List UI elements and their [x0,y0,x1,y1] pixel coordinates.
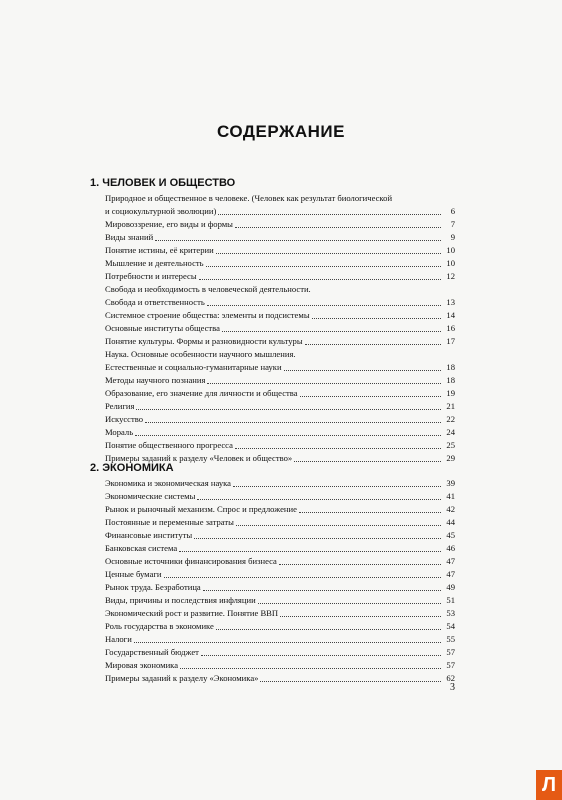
toc-entry-page: 9 [450,232,455,242]
toc-entry-title-line: Естественные и социально-гуманитарные науки [105,362,282,372]
toc-entry-title: Религия [105,401,135,411]
toc-entry[interactable] [105,594,455,607]
toc-entry-title: Рынок труда. Безработица [105,582,201,592]
toc-entry-title: Ценные бумаги [105,569,162,579]
dot-leader [235,448,441,449]
toc-entry-title: Основные источники финансирования бизнеса [105,556,277,566]
toc-entry-page: 49 [446,582,455,592]
toc-entry-title: Мышление и деятельность [105,258,204,268]
toc-entry[interactable] [105,620,455,633]
toc-entry-title: Примеры заданий к разделу «Экономика» [105,673,259,683]
toc-entry-title: Понятие истины, её критерии [105,245,214,255]
toc-entry-page: 21 [446,401,455,411]
toc-entry[interactable] [105,231,455,244]
toc-entry[interactable] [105,659,455,672]
toc-entry-page: 46 [446,543,455,553]
toc-entry-page: 12 [446,271,455,281]
toc-entry-page: 57 [446,660,455,670]
dot-leader [294,461,441,462]
toc-entry-page: 10 [446,258,455,268]
toc-entry-page: 47 [446,569,455,579]
toc-entry-title: Виды, причины и последствия инфляции [105,595,256,605]
toc-entry-page: 7 [450,219,455,229]
toc-entry[interactable] [105,503,455,516]
toc-entry-title: Искусство [105,414,144,424]
toc-entry-page: 57 [446,647,455,657]
dot-leader [218,214,441,215]
toc-entry-page: 13 [446,297,455,307]
dot-leader [201,655,441,656]
toc-entry[interactable] [105,555,455,568]
toc-entry[interactable] [105,672,455,685]
toc-entry-title: Мораль [105,427,134,437]
toc-entry[interactable] [105,516,455,529]
toc-entry-page: 44 [446,517,455,527]
toc-entry-page: 55 [446,634,455,644]
toc-entry[interactable] [105,490,455,503]
toc-entry[interactable] [105,413,455,426]
toc-entry-title: Мировоззрение, его виды и формы [105,219,233,229]
toc-entry[interactable] [105,283,455,309]
dot-leader [145,422,441,423]
toc-entry-title: Экономические системы [105,491,196,501]
toc-entry-title: Образование, его значение для личности и общества [105,388,298,398]
toc-entry-title: Рынок и рыночный механизм. Спрос и предложение [105,504,297,514]
dot-leader [179,551,441,552]
toc-entry-page: 10 [446,245,455,255]
toc-entry[interactable] [105,257,455,270]
toc-entry[interactable] [105,309,455,322]
toc-entry[interactable] [105,322,455,335]
toc-entry-title: Мировая экономика [105,660,179,670]
toc-entry-title: Финансовые институты [105,530,193,540]
toc-entry[interactable] [105,426,455,439]
dot-leader [222,331,441,332]
dot-leader [194,538,441,539]
dot-leader [199,279,441,280]
toc-entry-page: 42 [446,504,455,514]
toc-entry-page: 53 [446,608,455,618]
toc-entry[interactable] [105,477,455,490]
dot-leader [312,318,441,319]
toc-entry[interactable] [105,400,455,413]
toc-entry-page: 47 [446,556,455,566]
toc-entry-page: 54 [446,621,455,631]
toc-entry-page: 24 [446,427,455,437]
toc-entry-title: Понятие общественного прогресса [105,440,233,450]
dot-leader [216,629,441,630]
dot-leader [279,564,441,565]
toc-entry[interactable] [105,374,455,387]
toc-entry-title: Методы научного познания [105,375,206,385]
toc-entry-title: Государственный бюджет [105,647,199,657]
dot-leader [155,240,441,241]
toc-entry-page: 16 [446,323,455,333]
dot-leader [216,253,441,254]
toc-entry-page: 17 [446,336,455,346]
toc-entry[interactable] [105,646,455,659]
toc-entry-title: Банковская система [105,543,178,553]
dot-leader [180,668,441,669]
toc-entry-title: Понятие культуры. Формы и разновидности культуры [105,336,303,346]
toc-entry-title-line: Природное и общественное в человеке. (Человек как результат биологической [105,193,393,203]
toc-entry[interactable] [105,529,455,542]
dot-leader [203,590,441,591]
dot-leader [164,577,441,578]
toc-list-section-2 [105,477,455,685]
dot-leader [300,396,441,397]
section-heading-2: 2. ЭКОНОМИКА [90,462,174,474]
toc-entry-page: 51 [446,595,455,605]
toc-entry-title: Постоянные и переменные затраты [105,517,234,527]
toc-entry-title: Экономический рост и развитие. Понятие ВВП [105,608,279,618]
toc-entry-title-line: Наука. Основные особенности научного мышления. [105,349,296,359]
toc-entry-title-line: и социокультурной эволюции) [105,206,217,216]
dot-leader [280,616,441,617]
page-number: 3 [450,682,455,693]
toc-entry[interactable] [105,633,455,646]
toc-entry-page: 6 [450,206,455,216]
section-heading-1: 1. ЧЕЛОВЕК И ОБЩЕСТВО [90,177,236,189]
dot-leader [235,227,441,228]
toc-entry-page: 45 [446,530,455,540]
toc-entry-title: Виды знаний [105,232,154,242]
toc-entry-title: Основные институты общества [105,323,220,333]
toc-entry-title: Примеры заданий к разделу «Человек и общество» [105,453,293,463]
dot-leader [135,435,441,436]
toc-entry-page: 18 [446,362,455,372]
toc-entry[interactable] [105,387,455,400]
toc-entry-title-line: Свобода и ответственность [105,297,205,307]
toc-entry-title: Экономика и экономическая наука [105,478,231,488]
dot-leader [260,681,441,682]
toc-entry-title: Потребности и интересы [105,271,197,281]
toc-entry-page: 14 [446,310,455,320]
dot-leader [197,499,441,500]
toc-entry[interactable] [105,542,455,555]
toc-entry-page: 22 [446,414,455,424]
toc-entry-page: 19 [446,388,455,398]
publisher-logo-icon[interactable]: Л [536,770,562,800]
dot-leader [284,370,441,371]
toc-entry[interactable] [105,581,455,594]
toc-entry-title: Системное строение общества: элементы и подсистемы [105,310,310,320]
toc-entry-page: 18 [446,375,455,385]
dot-leader [305,344,441,345]
toc-entry[interactable] [105,439,455,452]
toc-list-section-1 [105,192,455,465]
page-title: СОДЕРЖАНИЕ [217,122,345,141]
toc-entry-page: 29 [446,453,455,463]
dot-leader [206,266,441,267]
toc-entry[interactable] [105,335,455,348]
toc-entry-title: Роль государства в экономике [105,621,214,631]
toc-entry-page: 39 [446,478,455,488]
toc-entry[interactable] [105,192,455,218]
dot-leader [233,486,441,487]
toc-entry[interactable] [105,218,455,231]
dot-leader [207,383,441,384]
toc-entry[interactable] [105,270,455,283]
toc-entry-page: 62 [446,673,455,683]
toc-entry-title: Налоги [105,634,132,644]
dot-leader [207,305,441,306]
toc-entry-page: 25 [446,440,455,450]
dot-leader [236,525,441,526]
dot-leader [134,642,441,643]
toc-entry[interactable] [105,244,455,257]
toc-entry[interactable] [105,568,455,581]
toc-entry-page: 41 [446,491,455,501]
toc-entry[interactable] [105,607,455,620]
dot-leader [299,512,441,513]
dot-leader [258,603,441,604]
toc-entry-title-line: Свобода и необходимость в человеческой деятельности. [105,284,311,294]
toc-entry[interactable] [105,348,455,374]
dot-leader [136,409,441,410]
